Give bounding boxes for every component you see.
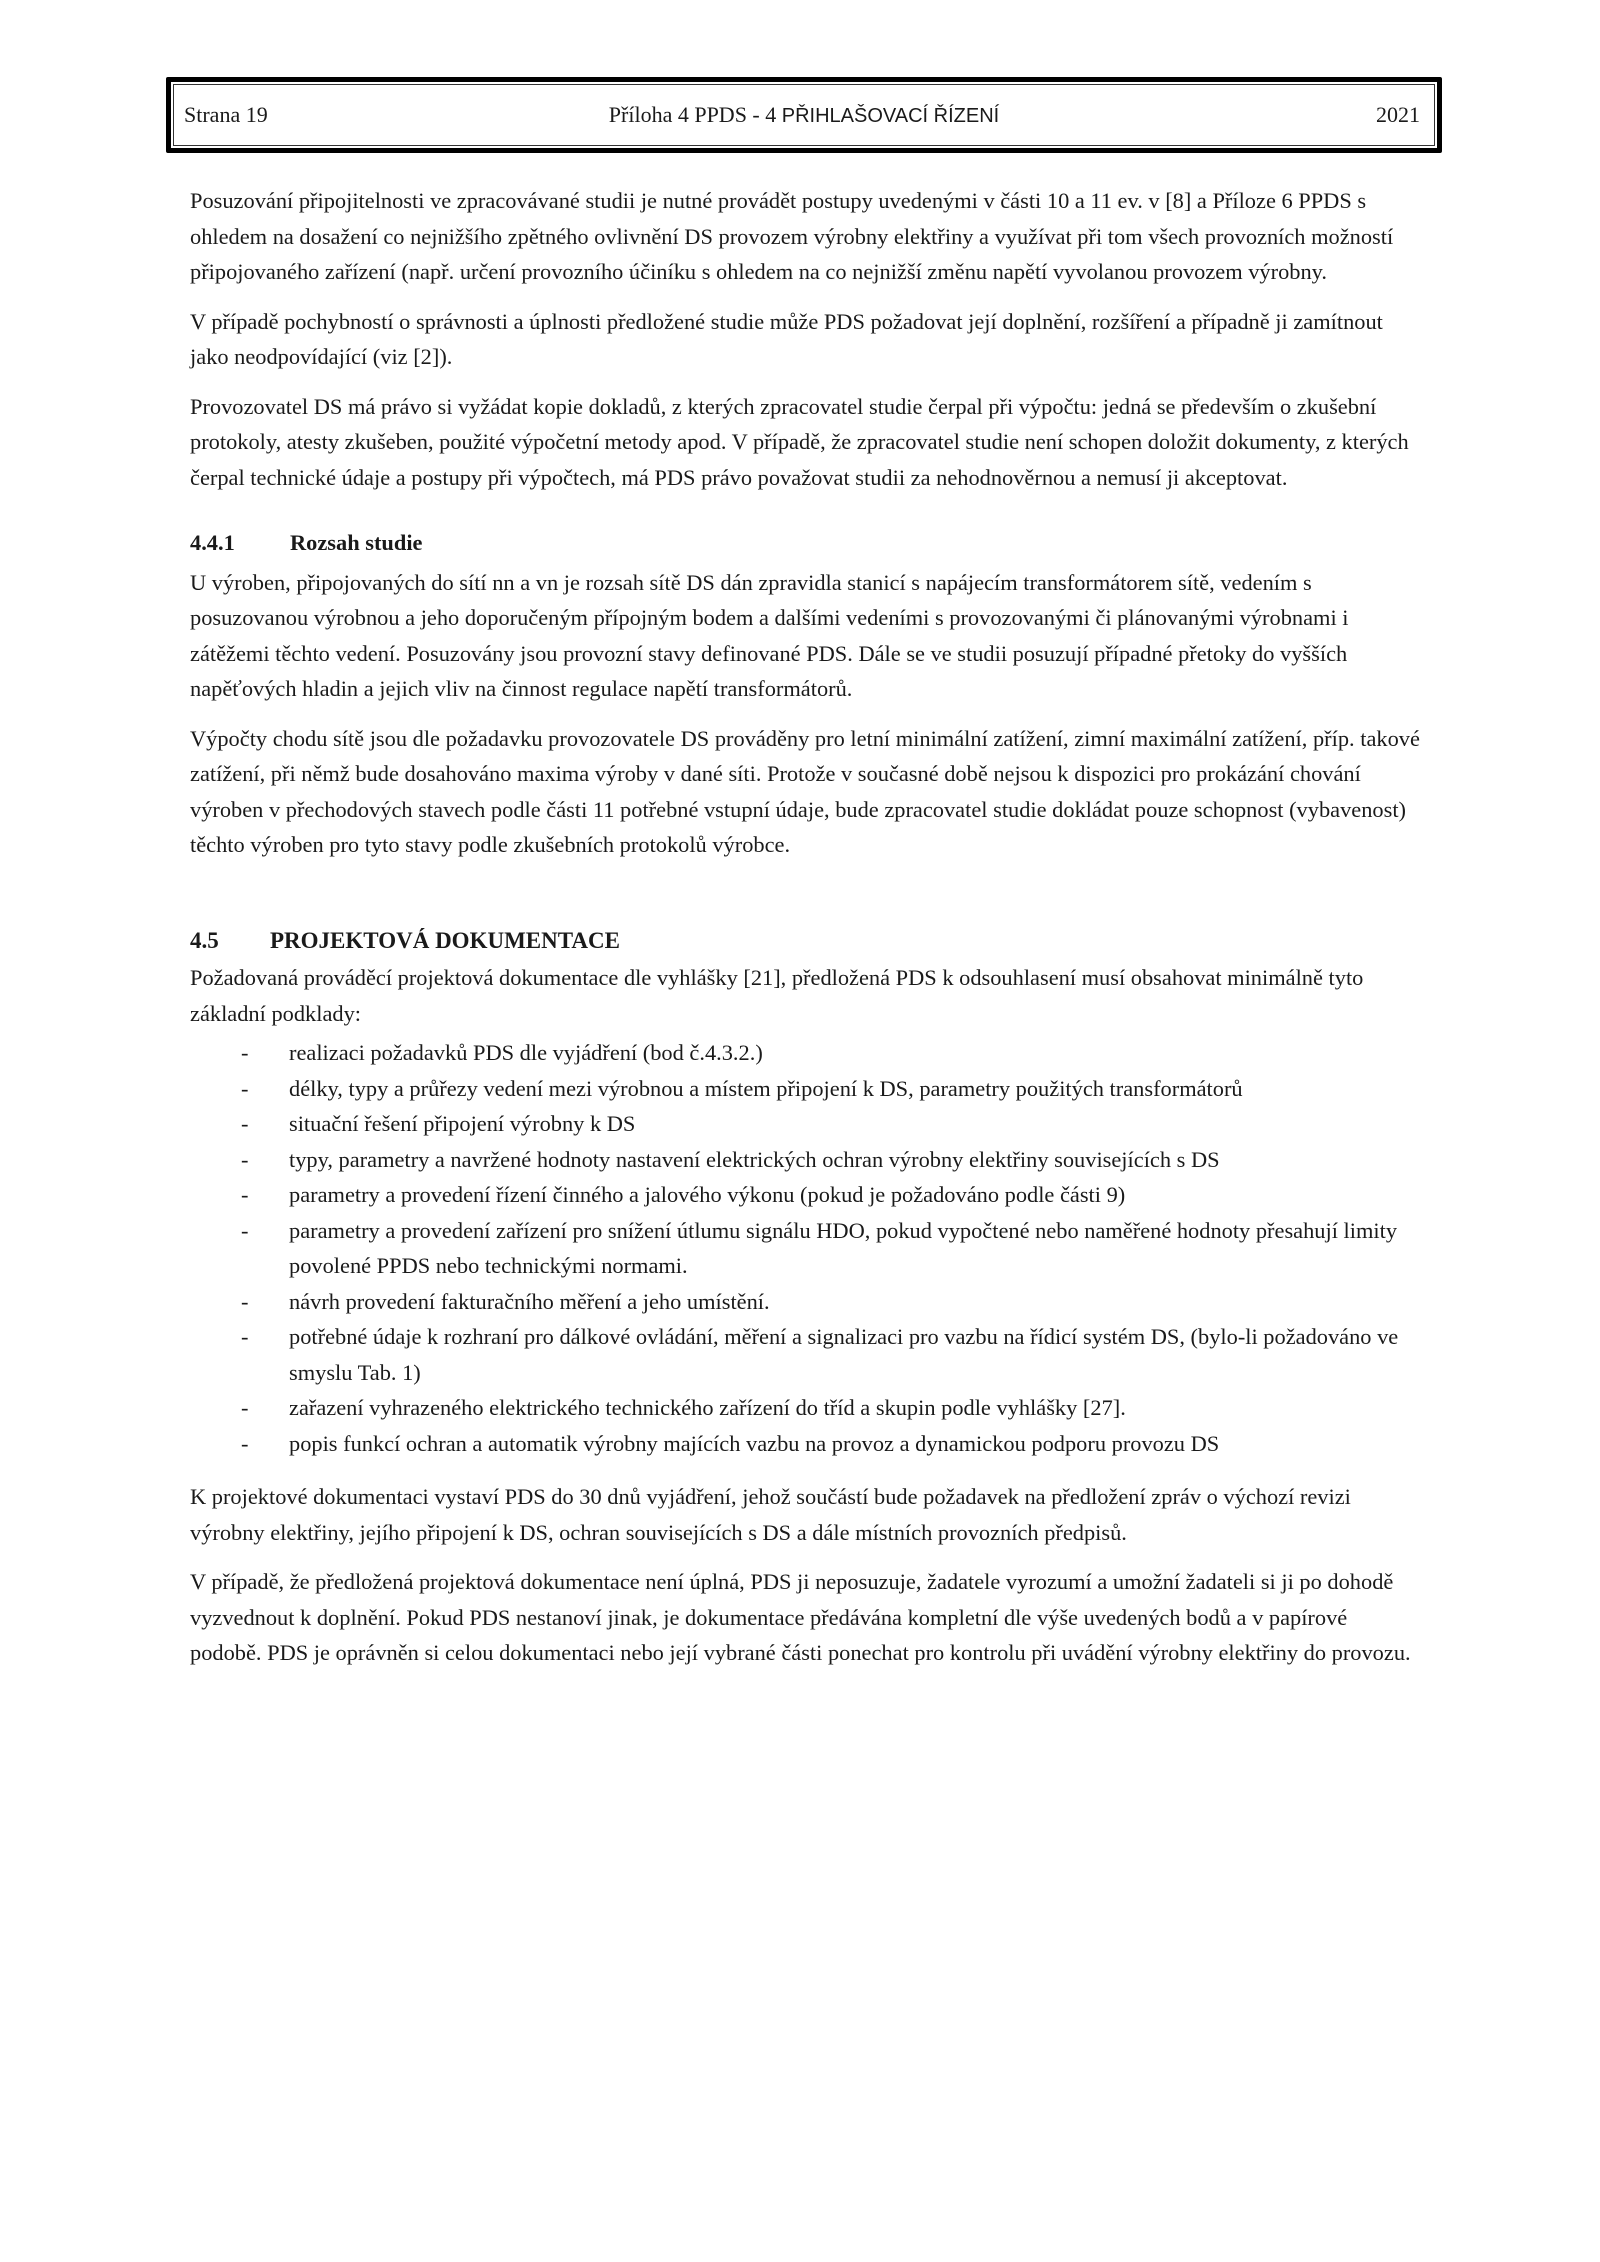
list-item-text: parametry a provedení řízení činného a jalového výkonu (pokud je požadováno podle části 9) [289,1182,1126,1207]
section-number: 4.4.1 [190,530,235,555]
list-item [190,1106,1422,1142]
dash-bullet: - [241,1395,249,1420]
paragraph: V případě, že předložená projektová dokumentace není úplná, PDS ji neposuzuje, žadatele vyrozumí a umožní žadateli si ji po dohodě vyzvednout k doplnění. Pokud PDS nestanoví jinak, je dokumentace předávána kompletní dle výše uvedených bodů a v papírové podobě. PDS je oprávněn si celou dokumentaci nebo její vybrané části ponechat pro kontrolu při uvádění výrobny elektřiny do provozu. [190,1569,1411,1665]
section-heading-4-5 [190,923,1422,959]
page-number: Strana 19 [184,102,268,127]
section-title: Rozsah studie [290,530,423,555]
document-title [174,102,1434,128]
dash-bullet: - [241,1182,249,1207]
paragraph: Výpočty chodu sítě jsou dle požadavku provozovatele DS prováděny pro letní minimální zatížení, zimní maximální zatížení, příp. takové zatížení, při němž bude dosahováno maxima výroby v dané síti. Protože v současné době nejsou k dispozici pro prokázání chování výroben v přechodových stavech podle části 11 potřebné vstupní údaje, bude zpracovatel studie dokládat pouze schopnost (vybavenost) těchto výroben pro tyto stavy podle zkušebních protokolů výrobce. [190,725,1420,857]
list-item-text: délky, typy a průřezy vedení mezi výrobnou a místem připojení k DS, parametry použitých transformátorů [289,1075,1243,1101]
section-number: 4.5 [190,927,219,953]
dash-bullet: - [241,1040,249,1065]
list-item-text: realizaci požadavků PDS dle vyjádření (bod č.4.3.2.) [289,1040,763,1065]
dash-bullet: - [241,1075,249,1101]
list-item [190,1177,1422,1213]
page-header-inner [173,84,1435,146]
section-title: PROJEKTOVÁ DOKUMENTACE [270,927,620,953]
paragraph: U výroben, připojovaných do sítí nn a vn je rozsah sítě DS dán zpravidla stanicí s napájecím transformátorem sítě, vedením s posuzovanou výrobnou a jeho doporučeným přípojným bodem a dalšími vedeními s provozovanými či plánovanými výrobnami i zátěžemi těchto vedení. Posuzovány jsou provozní stavy definované PDS. Dále se ve studii posuzují případné přetoky do vyšších napěťových hladin a jejich vliv na činnost regulace napětí transformátorů. [190,569,1349,701]
dash-bullet: - [241,1430,249,1456]
list-item [190,1213,1422,1284]
list-item [190,1284,1422,1320]
document-body [190,183,1422,1685]
list-item [190,1390,1422,1426]
list-item [190,1142,1422,1178]
dash-bullet: - [241,1324,249,1349]
list-item-text: popis funkcí ochran a automatik výrobny majících vazbu na provoz a dynamickou podporu provozu DS [289,1430,1220,1456]
paragraph: K projektové dokumentaci vystaví PDS do 30 dnů vyjádření, jehož součástí bude požadavek na předložení zpráv o výchozí revizi výrobny elektřiny, jejího připojení k DS, ochran souvisejících s DS a dále místních provozních předpisů. [190,1484,1351,1545]
dash-bullet: - [241,1111,249,1136]
paragraph: Požadovaná prováděcí projektová dokumentace dle vyhlášky [21], předložená PDS k odsouhlasení musí obsahovat minimálně tyto základní podklady: [190,965,1364,1026]
paragraph: Provozovatel DS má právo si vyžádat kopie dokladů, z kterých zpracovatel studie čerpal při výpočtu: jedná se především o zkušební protokoly, atesty zkušeben, použité výpočetní metody apod. V případě, že zpracovatel studie není schopen doložit dokumenty, z kterých čerpal technické údaje a postupy při výpočtech, má PDS právo považovat studii za nehodnověrnou a nemusí ji akceptovat. [190,393,1409,490]
document-year: 2021 [1376,102,1420,127]
document-title-prefix: Příloha 4 PPDS - 4 [608,102,782,127]
list-item-text: parametry a provedení zařízení pro snížení útlumu signálu HDO, pokud vypočtené nebo naměřené hodnoty přesahují limity povolené PPDS nebo technickými normami. [289,1217,1398,1278]
document-title-section: PŘIHLAŠOVACÍ ŘÍZENÍ [781,105,1000,127]
list-item-text: návrh provedení fakturačního měření a jeho umístění. [289,1288,770,1314]
dash-bullet: - [241,1217,249,1243]
dash-bullet: - [241,1288,249,1314]
list-item [190,1035,1422,1071]
paragraph: V případě pochybností o správnosti a úplnosti předložené studie může PDS požadovat její doplnění, rozšíření a případně ji zamítnout jako neodpovídající (viz [2]). [190,308,1383,369]
page-header [166,77,1442,153]
list-item-text: zařazení vyhrazeného elektrického technického zařízení do tříd a skupin podle vyhlášky [27]. [289,1395,1126,1420]
dash-bullet: - [241,1146,249,1172]
section-heading-4-4-1 [190,525,1422,561]
list-item [190,1071,1422,1107]
requirements-list [190,1035,1422,1461]
list-item-text: typy, parametry a navržené hodnoty nastavení elektrických ochran výrobny elektřiny souvisejících s DS [289,1146,1220,1172]
list-item [190,1319,1422,1390]
list-item [190,1426,1422,1462]
list-item-text: situační řešení připojení výrobny k DS [289,1111,636,1136]
list-item-text: potřebné údaje k rozhraní pro dálkové ovládání, měření a signalizaci pro vazbu na řídicí systém DS, (bylo-li požadováno ve smyslu Tab. 1) [289,1324,1399,1385]
paragraph: Posuzování připojitelnosti ve zpracovávané studii je nutné provádět postupy uvedenými v části 10 a 11 ev. v [8] a Příloze 6 PPDS s ohledem na dosažení co nejnižšího zpětného ovlivnění DS provozem výrobny elektřiny a využívat při tom všech provozních možností připojovaného zařízení (např. určení provozního účiníku s ohledem na co nejnižší změnu napětí vyvolanou provozem výrobny. [190,188,1394,284]
